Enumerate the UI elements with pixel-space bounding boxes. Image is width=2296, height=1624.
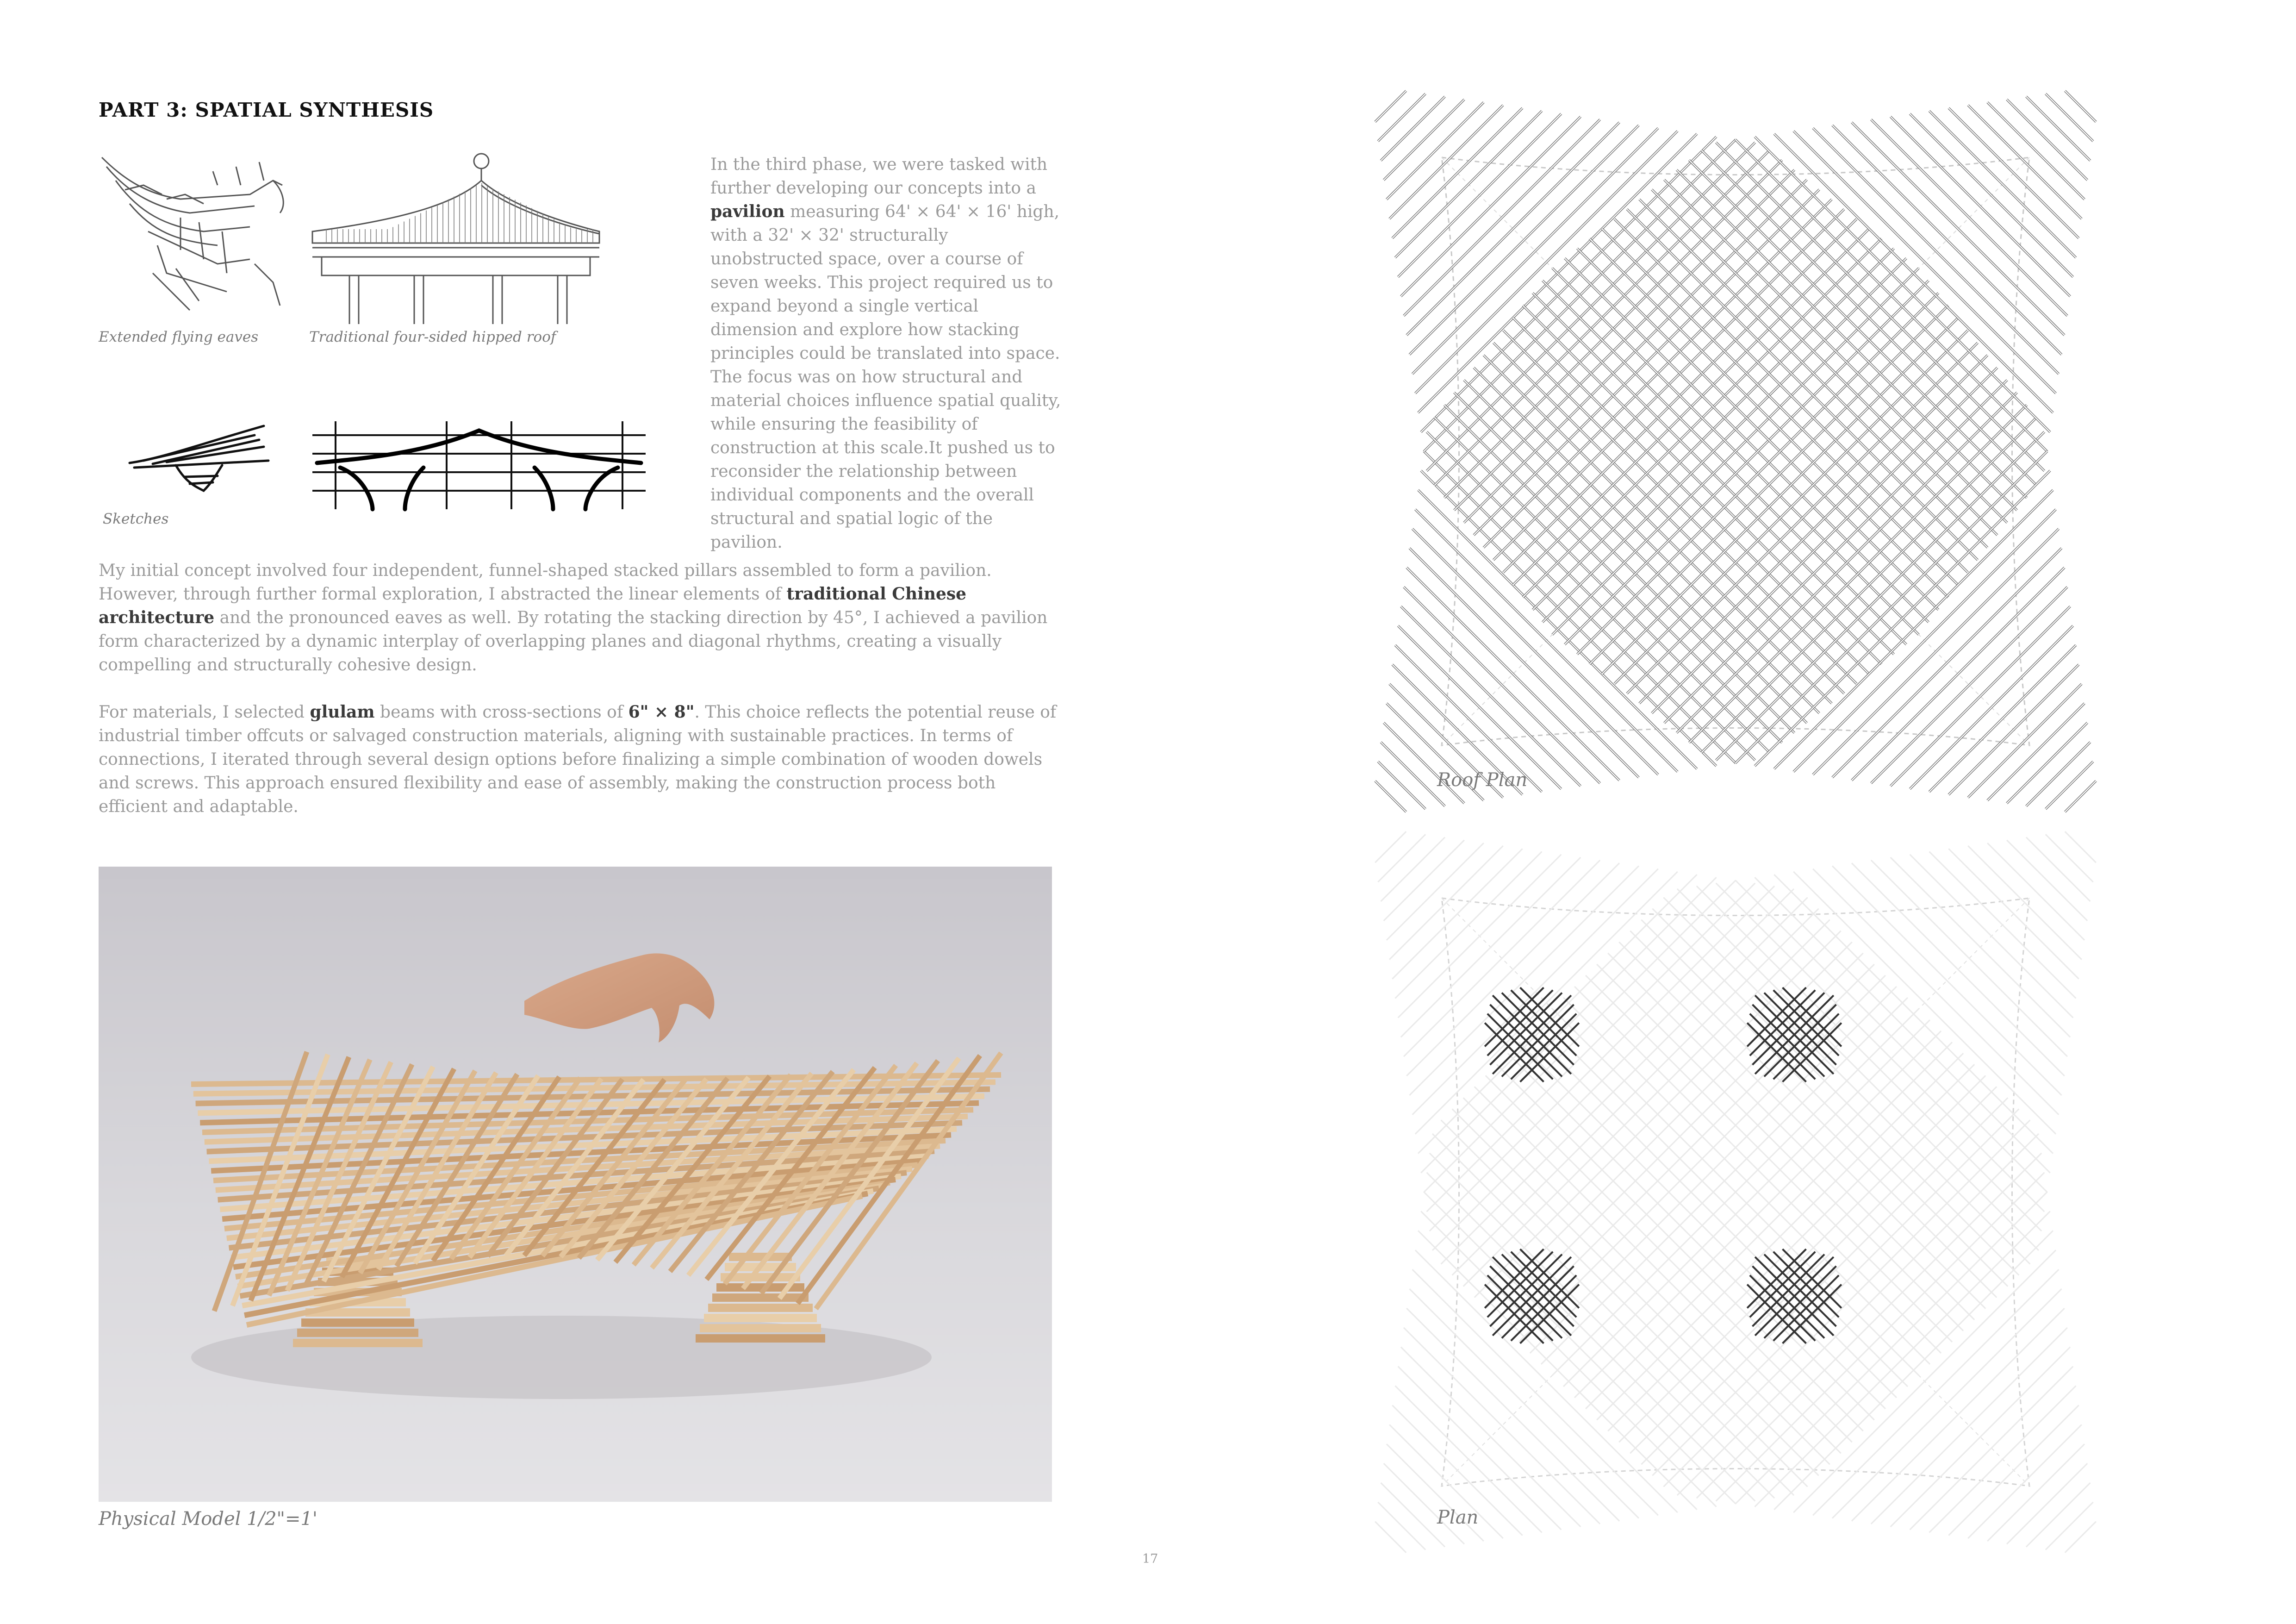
eave-sketch-small [125,421,278,495]
intro-paragraph: In the third phase, we were tasked with further developing our concepts into a pavilion measuring 64' × 64' × 16' high, with a 32' × 32' structurally unobstructed space, over a course of seven weeks. This project required us to expand beyond a single vertical dimension and explore how stacking principles could be translated into space. The focus was on how structural and material choices influence spatial quality, while ensuring the feasibility of construction at this scale.It pushed us to reconsider the relationship between individual components and the overall structural and spatial logic of the pavilion. [710,155,1061,552]
caption-roof-plan: Roof Plan [1437,769,1528,791]
physical-model-photo [99,867,1052,1502]
timber-model [191,1052,1001,1347]
page-title: PART 3: SPATIAL SYNTHESIS [99,99,434,121]
materials-paragraph: For materials, I selected glulam beams with cross-sections of 6" × 8". This choice reflects the potential reuse of industrial timber offcuts or salvaged construction materials, aligning with sustainable practices. In terms of connections, I iterated through several design options before finalizing a simple combination of wooden dowels and screws. This approach ensured flexibility and ease of assembly, making the construction process both efficient and adaptable. [99,702,1057,816]
flying-eaves-drawing [97,153,292,315]
page-number: 17 [1142,1552,1158,1566]
concept-paragraph: My initial concept involved four independent, funnel-shaped stacked pillars assembled to form a pavilion. However, through further formal exploration, I abstracted the linear elements of traditional Chinese architecture and the pronounced eaves as well. By rotating the stacking direction by 45°, I achieved a pavilion form characterized by a dynamic interplay of overlapping planes and diagonal rhythms, creating a visually compelling and structurally cohesive design. [99,561,1048,675]
plan-drawing [1437,893,2034,1491]
hand [524,953,714,1043]
hipped-roof-drawing [308,148,604,329]
caption-plan: Plan [1437,1507,1479,1528]
caption-flying-eaves: Extended flying eaves [99,329,259,345]
caption-sketches: Sketches [103,511,169,527]
caption-model: Physical Model 1/2"=1' [99,1508,317,1530]
roof-plan-drawing [1437,153,2034,750]
elevation-sketch [308,417,650,514]
caption-hipped-roof: Traditional four-sided hipped roof [309,329,556,345]
